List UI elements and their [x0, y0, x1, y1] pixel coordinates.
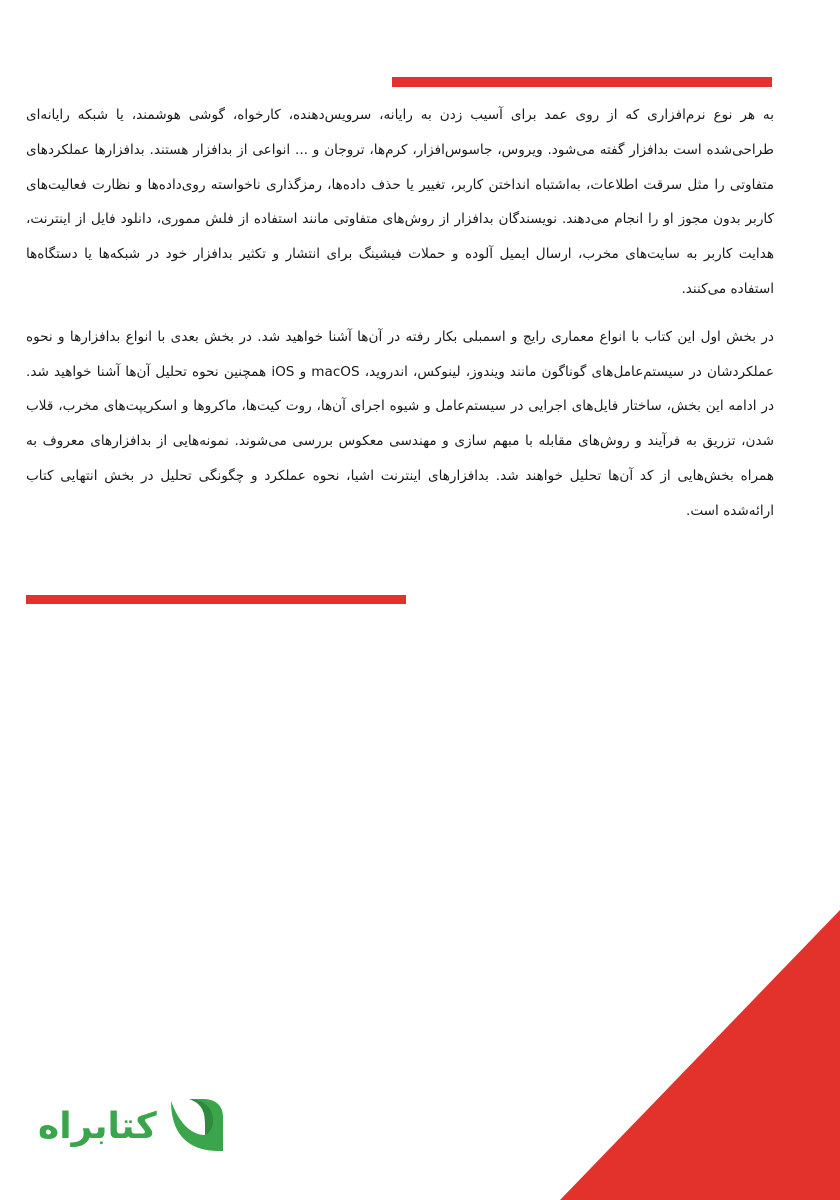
paragraph-intro: به هر نوع نرم‌افزاری که از روی عمد برای آسیب زدن به رایانه، سرویس‌دهنده، کارخواه، گوشی هوشمند، یا شبکه رایانه‌ای طراحی‌شده است بدافزار گفته می‌شود. ویروس، جاسوس‌افزار، کرم‌ها، تروجان و ... انواعی از بدافزار هستند. بدافزارها عملکردهای متفاوتی را مثل سرقت اطلاعات، به‌اشتباه انداختن کاربر، تغییر یا حذف داده‌ها، رمزگذاری ناخواسته روی‌داده‌ها و نظارت فعالیت‌های کاربر بدون مجوز او را انجام می‌دهند. نویسندگان بدافزار از روش‌های متفاوتی مانند استفاده از فلش مموری، دانلود فایل از اینترنت، هدایت کاربر به سایت‌های مخرب، ارسال ایمیل آلوده و حملات فیشینگ برای انتشار و تکثیر بدافزار خود در شبکه‌ها یا دستگاه‌ها استفاده می‌کنند.	[26, 107, 774, 297]
body-text	[26, 98, 774, 529]
corner-triangle	[560, 910, 840, 1200]
book-leaf-icon	[165, 1093, 229, 1161]
paragraph-book-overview: در بخش اول این کتاب با انواع معماری رایج و اسمبلی بکار رفته در آن‌ها آشنا خواهید شد. در بخش بعدی با انواع بدافزارها و نحوه عملکردشان در سیستم‌عامل‌های گوناگون مانند ویندوز، لینوکس، اندروید، macOS و iOS همچنین نحوه تحلیل آن‌ها آشنا خواهید شد. در ادامه این بخش، ساختار فایل‌های اجرایی در سیستم‌عامل و شیوه اجرای آن‌ها، روت کیت‌ها، ماکروها و اسکریپت‌های مخرب، قلاب شدن، تزریق به فرآیند و روش‌های مقابله با مبهم سازی و مهندسی معکوس بررسی می‌شوند. نمونه‌هایی از بدافزارهای معروف به همراه بخش‌هایی از کد آن‌ها تحلیل خواهند شد. بدافزارهای اینترنت اشیا، نحوه عملکرد و چگونگی تحلیل در بخش انتهایی کتاب ارائه‌شده است.	[26, 328, 774, 519]
top-accent-bar	[392, 77, 772, 87]
logo-wordmark: کتابراه	[38, 1106, 157, 1147]
publisher-logo	[38, 1092, 229, 1162]
bottom-accent-bar	[26, 595, 406, 604]
